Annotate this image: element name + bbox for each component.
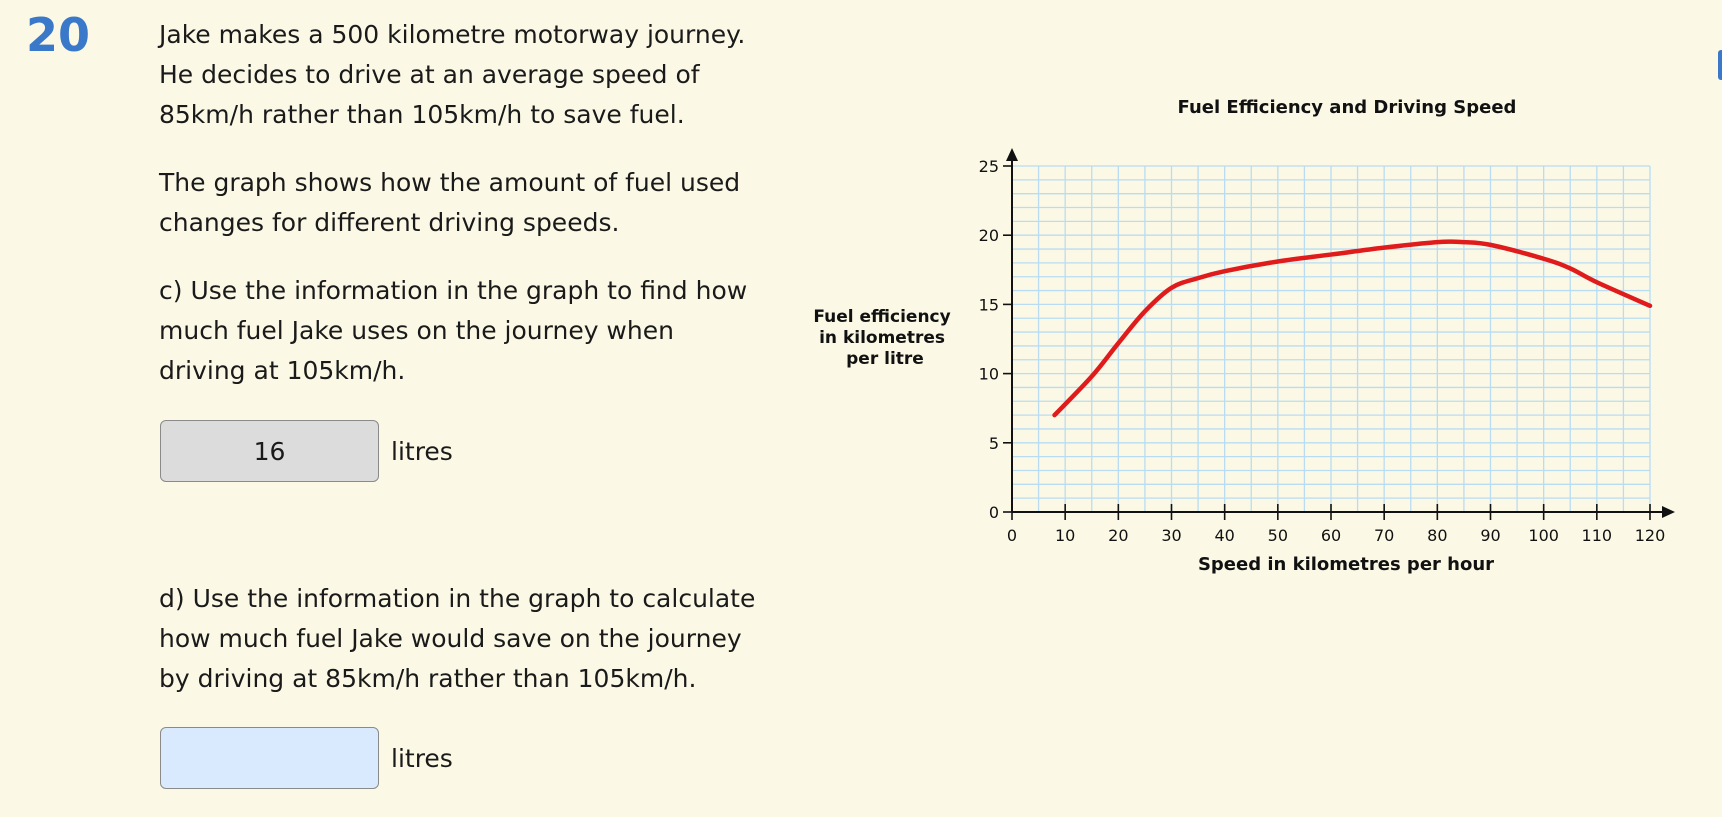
x-tick-label: 10: [1054, 526, 1076, 545]
intro-line: 85km/h rather than 105km/h to save fuel.: [159, 100, 685, 129]
part-d-line: by driving at 85km/h rather than 105km/h.: [159, 664, 697, 693]
y-tick-label: 25: [978, 157, 999, 176]
fuel-efficiency-line: [1055, 242, 1650, 416]
intro-line: He decides to drive at an average speed of: [159, 60, 700, 89]
x-tick-label: 30: [1161, 526, 1182, 545]
y-tick-label: 20: [978, 226, 999, 246]
side-panel-tab[interactable]: [1718, 50, 1722, 80]
y-axis-label-line: Fuel efficiency: [813, 307, 951, 327]
part-d-line: d) Use the information in the graph to calculate: [159, 584, 756, 613]
y-tick-label: 15: [978, 295, 999, 315]
part-d-answer-input[interactable]: [160, 727, 379, 789]
x-tick-label: 110: [1581, 526, 1613, 545]
chart-axes: [1006, 148, 1675, 518]
chart-grid: [1012, 166, 1650, 512]
x-tick-label: 20: [1108, 526, 1129, 545]
x-tick-label: 0: [1006, 526, 1018, 545]
chart-ticks: [979, 157, 1666, 545]
graph-intro-line: The graph shows how the amount of fuel used: [159, 168, 741, 197]
x-axis-label: Speed in kilometres per hour: [1197, 554, 1495, 575]
y-axis-arrow: [1006, 148, 1018, 161]
y-axis-label-line: per litre: [846, 349, 924, 369]
intro-line: Jake makes a 500 kilometre motorway journey.: [159, 20, 746, 49]
part-c-line: much fuel Jake uses on the journey when: [159, 316, 674, 345]
part-c-answer-input[interactable]: [160, 420, 379, 482]
question-number: 20: [26, 8, 91, 62]
part-d-line: how much fuel Jake would save on the journey: [159, 624, 742, 653]
fuel-efficiency-chart: [800, 90, 1680, 590]
part-c-question: [159, 271, 747, 391]
y-tick-label: 10: [978, 364, 999, 384]
x-tick-label: 100: [1528, 526, 1559, 545]
part-c-line: driving at 105km/h.: [159, 356, 406, 385]
x-tick-label: 60: [1320, 526, 1342, 545]
x-tick-label: 70: [1373, 526, 1395, 545]
chart-title: Fuel Efficiency and Driving Speed: [1177, 97, 1517, 118]
y-axis-label: [813, 307, 956, 369]
y-axis-label-line: in kilometres: [819, 328, 945, 348]
x-tick-label: 90: [1480, 526, 1501, 545]
question-intro: [159, 15, 745, 135]
part-d-question: [159, 579, 755, 699]
part-c-unit-label: litres: [391, 437, 453, 466]
graph-intro: [159, 163, 740, 243]
x-tick-label: 80: [1427, 526, 1448, 545]
x-tick-label: 50: [1267, 526, 1289, 545]
x-axis-arrow: [1662, 506, 1675, 518]
chart-series: [1055, 242, 1650, 416]
x-tick-label: 40: [1214, 526, 1235, 545]
graph-intro-line: changes for different driving speeds.: [159, 208, 620, 237]
part-c-line: c) Use the information in the graph to find how: [159, 276, 748, 305]
y-tick-label: 0: [988, 503, 999, 522]
part-d-unit-label: litres: [391, 744, 453, 773]
x-tick-label: 120: [1634, 526, 1666, 545]
y-tick-label: 5: [988, 433, 999, 453]
